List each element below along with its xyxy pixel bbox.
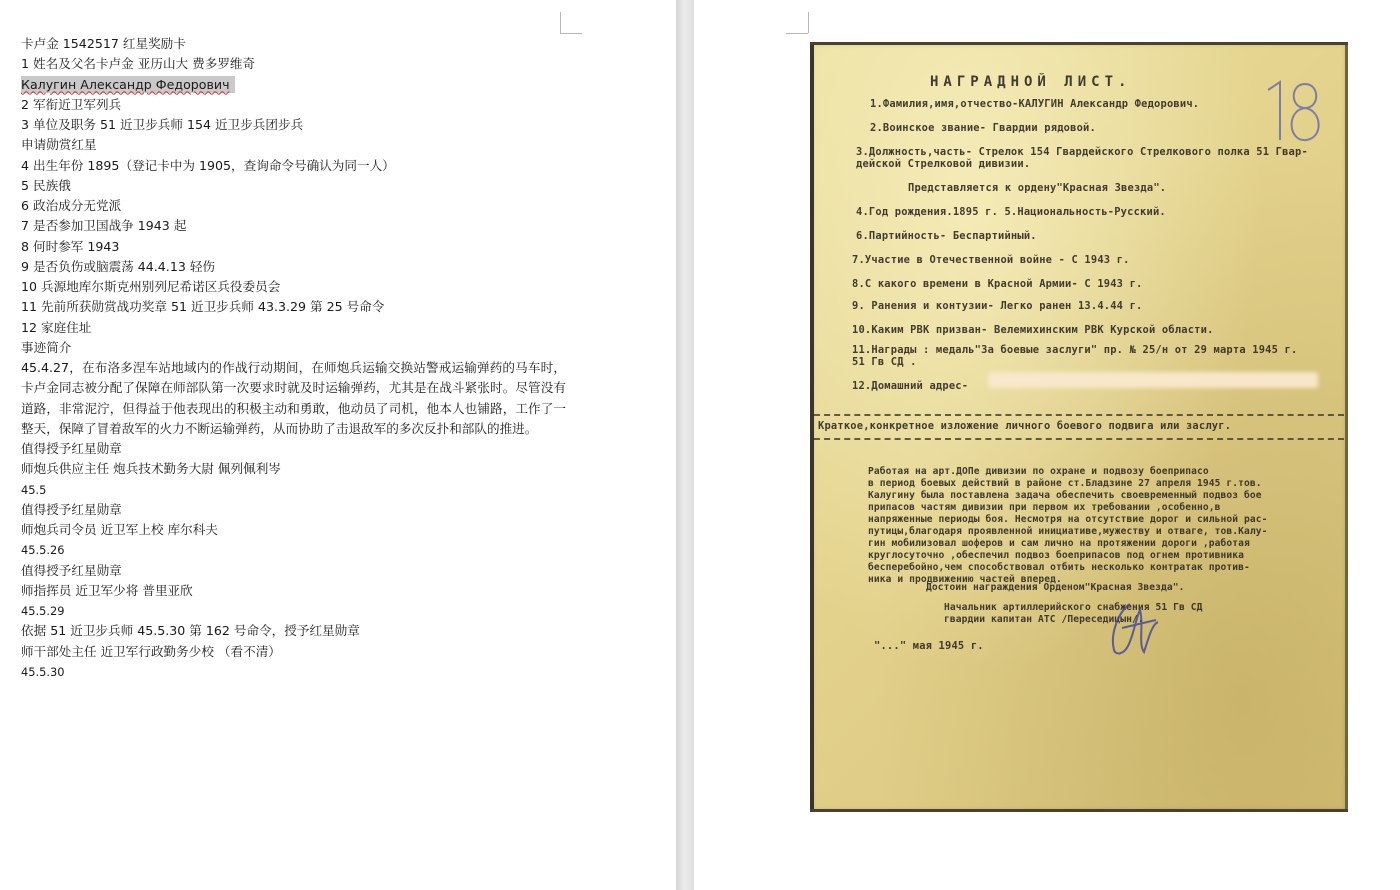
signature-officer[interactable]: 师指挥员 近卫军少将 普里亚欣 [21,582,193,598]
scan-signer-name: гвардии капитан АТС /Переседицын/. [944,614,1144,625]
signature-officer[interactable]: 师炮兵司令员 近卫军上校 库尔科夫 [21,522,218,537]
signature-officer[interactable]: 师炮兵供应主任 炮兵技术勤务大尉 佩列佩利岑 [21,461,281,477]
signature-date[interactable]: 45.5.29 [21,604,65,618]
field-rank[interactable]: 2 军衔近卫军列兵 [21,96,122,112]
scan-row: 6.Партийность- Беспартийный. [856,230,1037,242]
scan-conclusion: Достоин награждения Орденом"Красная Звезда". [926,582,1185,593]
scan-edge [810,42,814,812]
scan-row: Представляется к ордену"Красная Звезда". [908,182,1167,194]
card-title[interactable]: 卡卢金 1542517 红星奖励卡 [21,36,186,51]
signature-officer[interactable]: 师干部处主任 近卫军行政勤务少校 （看不清） [21,643,281,659]
scan-row: 10.Каким РВК призван- Велемихинским РВК Курской области. [852,324,1214,336]
page-gutter [676,0,694,890]
scan-body-line: напряженные периоды боя. Несмотря на отсутствие дорог и сильной рас- [868,514,1268,525]
scan-divider [814,438,1344,440]
scan-section-heading: Краткое,конкретное изложение личного боевого подвига или заслуг. [818,420,1232,432]
signature-date[interactable]: 45.5.26 [21,543,65,558]
narrative-paragraph[interactable]: 45.4.27，在布洛多涅车站地域内的作战行动期间，在师炮兵运输交换站警戒运输弹药的马车时，卡卢金同志被分配了保障在师部队第一次要求时就及时运输弹药，尤其是在战斗紧张时。尽管没有道路，非常泥泞，但得益于他表现出的积极主动和勇敢，他动员了司机，他本人也铺路，工作了一整天，保障了冒着敌军的火力不断运输弹药，从而协助了击退敌军的多次反扑和部队的推进。 [21,360,566,436]
scan-row: 51 Гв СД . [852,356,917,368]
field-nationality[interactable]: 5 民族俄 [21,177,71,193]
crop-mark [808,12,809,33]
crop-mark [786,33,808,34]
award-order-line[interactable]: 依据 51 近卫步兵师 45.5.30 第 162 号命令，授予红星勋章 [21,623,360,639]
scan-row: 12.Домашний адрес- [852,380,969,392]
scan-edge [1345,42,1348,812]
field-name[interactable]: 1 姓名及父名卡卢金 亚历山大 费多罗维奇 [21,56,256,72]
document-text[interactable] [21,34,566,682]
left-document-page [0,0,676,890]
field-war-participation[interactable]: 7 是否参加卫国战争 1943 起 [21,218,187,234]
scan-row: 4.Год рождения.1895 г. 5.Национальность-Русский. [856,206,1166,218]
scan-row: 1.Фамилия,имя,отчество-КАЛУГИН Александр Федорович. [870,98,1200,110]
scan-body-line: бесперебойно,чем способствовал отбить несколько контратак против- [868,562,1250,573]
scan-edge [810,42,1348,45]
scan-row: 9. Ранения и контузии- Легко ранен 13.4.44 г. [852,300,1143,312]
crop-mark [560,12,561,33]
scan-row: 2.Воинское звание- Гвардии рядовой. [870,122,1096,134]
scan-date: "..." мая 1945 г. [874,640,984,652]
signature-recommendation[interactable]: 值得授予红星勋章 [21,441,122,456]
scan-row: 3.Должность,часть- Стрелок 154 Гвардейского Стрелкового полка 51 Гвар- [856,146,1308,158]
field-home-address[interactable]: 12 家庭住址 [21,319,92,335]
scan-edge [810,809,1348,812]
signature-recommendation[interactable]: 值得授予红星勋章 [21,501,122,517]
scan-body-line: Калугину была поставлена задача обеспечить своевременный подвоз бое [868,490,1262,501]
handwritten-signature [1100,594,1170,664]
field-wounds[interactable]: 9 是否负伤或脑震荡 44.4.13 轻伤 [21,258,216,274]
scan-row: 7.Участие в Отечественной войне - С 1943 г. [852,254,1130,266]
signature-recommendation[interactable]: 值得授予红星勋章 [21,562,122,578]
field-draft-office[interactable]: 10 兵源地库尔斯克州别列尼希诺区兵役委员会 [21,279,281,294]
scan-body-line: ника и продвижению частей вперед. [868,574,1062,585]
scan-body-line: в период боевых действий в районе ст.Бладзине 27 апреля 1945 г.тов. [868,478,1262,489]
field-enlistment[interactable]: 8 何时参军 1943 [21,238,120,254]
scan-body-line: путицы,благодаря проявленной инициативе,мужеству и отваге, тов.Калу- [868,526,1268,537]
field-party[interactable]: 6 政治成分无党派 [21,198,122,213]
scan-divider [814,414,1344,416]
selected-text[interactable]: Калугин Александр Федорович [21,76,235,93]
scan-body-line: гин мобилизовал шоферов и сам лично на протяжении дороги ,работая [868,538,1250,549]
field-unit[interactable]: 3 单位及职务 51 近卫步兵师 154 近卫步兵团步兵 [21,117,304,132]
scan-body-line: круглосуточно ,обеспечил подвоз боеприпасов под огнем противника [868,550,1245,561]
scan-signer-title: Начальник артиллерийского снабжения 51 Гв СД [944,602,1203,613]
scan-row: 8.С какого времени в Красной Армии- С 1943 г. [852,278,1143,290]
handwritten-number-18 [1250,60,1330,150]
field-previous-awards[interactable]: 11 先前所获勋赏战功奖章 51 近卫步兵师 43.3.29 第 25 号命令 [21,299,385,315]
scan-body-line: припасов частям дивизии при первом их требовании ,особенно,в [868,502,1221,513]
scan-row: 11.Награды : медаль"За боевые заслуги" пр. № 25/н от 29 марта 1945 г. [852,344,1298,356]
scan-title: НАГРАДНОЙ ЛИСТ. [930,74,1132,90]
scan-body-line: Работая на арт.ДОПе дивизии по охране и подвозу боеприпасо [868,466,1209,477]
redacted-address [988,372,1318,388]
field-birth-year[interactable]: 4 出生年份 1895（登记卡中为 1905，查询命令号确认为同一人） [21,157,395,173]
signature-date[interactable]: 45.5 [21,482,47,497]
scanned-award-sheet-image [810,42,1348,812]
section-summary-heading[interactable]: 事迹简介 [21,339,72,355]
russian-name-selected[interactable] [21,75,566,95]
field-award-requested[interactable]: 申请勋赏红星 [21,137,97,153]
signature-date[interactable]: 45.5.30 [21,664,65,679]
scan-row: дейской Стрелковой дивизии. [856,158,1031,170]
